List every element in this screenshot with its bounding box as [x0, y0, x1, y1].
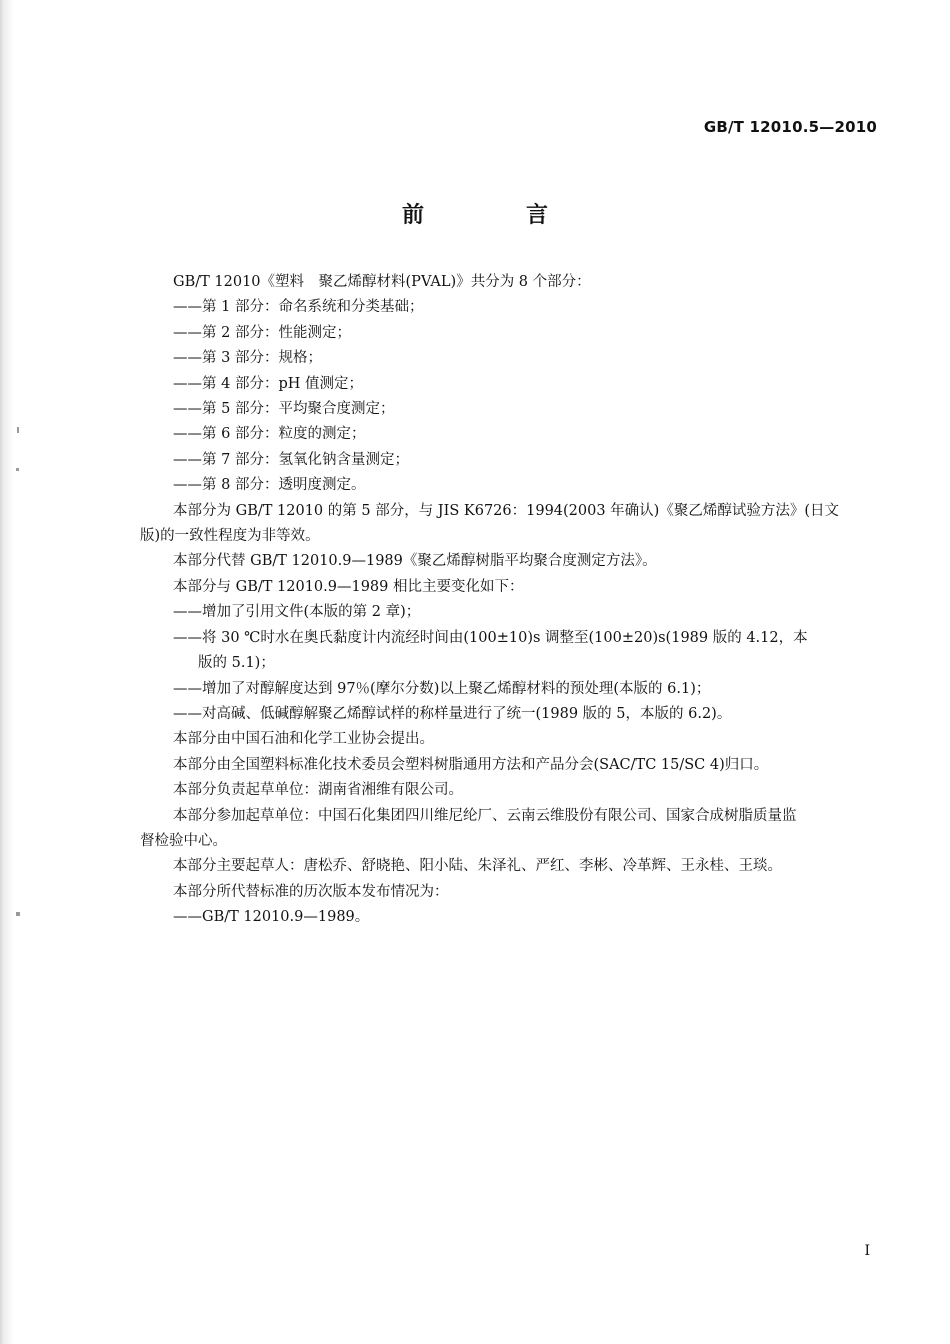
list-item-continuation: 版的 5.1)；: [198, 655, 275, 672]
list-item: ——第 6 部分：粒度的测定；: [173, 426, 366, 443]
list-item: ——增加了引用文件(本版的第 2 章)；: [173, 604, 421, 621]
paragraph: 本部分代替 GB/T 12010.9—1989《聚乙烯醇树脂平均聚合度测定方法》。: [173, 553, 657, 570]
paragraph: 本部分所代替标准的历次版本发布情况为：: [173, 883, 449, 900]
list-item: ——将 30 ℃时水在奥氏黏度计内流经时间由(100±10)s 调整至(100±20)s(1989 版的 4.12，本: [173, 629, 808, 646]
list-item: ——第 5 部分：平均聚合度测定；: [173, 401, 395, 418]
standard-code: GB/T 12010.5—2010: [703, 118, 877, 136]
paragraph: 本部分参加起草单位：中国石化集团四川维尼纶厂、云南云维股份有限公司、国家合成树脂质量监: [173, 807, 797, 824]
list-item: ——第 8 部分：透明度测定。: [173, 477, 366, 494]
paragraph: 本部分由全国塑料标准化技术委员会塑料树脂通用方法和产品分会(SAC/TC 15/SC 4)归口。: [173, 756, 769, 773]
list-item: ——第 3 部分：规格；: [173, 350, 322, 367]
list-item: ——对高碱、低碱醇解聚乙烯醇试样的称样量进行了统一(1989 版的 5，本版的 6.2)。: [173, 705, 732, 722]
paragraph: 本部分由中国石油和化学工业协会提出。: [173, 731, 434, 748]
scan-speck: [17, 427, 19, 433]
paragraph-continuation: 督检验中心。: [140, 832, 227, 849]
list-item: ——GB/T 12010.9—1989。: [173, 909, 370, 926]
foreword-body: [140, 270, 878, 931]
paragraph: 本部分负责起草单位：湖南省湘维有限公司。: [173, 782, 463, 799]
paragraph: GB/T 12010《塑料 聚乙烯醇材料(PVAL)》共分为 8 个部分：: [173, 274, 591, 290]
scan-speck: [16, 912, 20, 916]
list-item: ——第 4 部分：pH 值测定；: [173, 375, 363, 392]
scan-speck: [16, 468, 19, 471]
paragraph-continuation: 版)的一致性程度为非等效。: [140, 528, 320, 545]
list-item: ——第 2 部分：性能测定；: [173, 324, 351, 341]
paragraph: 本部分主要起草人：唐松乔、舒晓艳、阳小陆、朱泽礼、严红、李彬、冷革辉、王永桂、王琰。: [173, 858, 782, 875]
list-item: ——第 1 部分：命名系统和分类基础；: [173, 299, 424, 316]
paragraph: 本部分为 GB/T 12010 的第 5 部分，与 JIS K6726：1994(2003 年确认)《聚乙烯醇试验方法》(日文: [173, 502, 839, 519]
page-number: I: [864, 1243, 870, 1259]
list-item: ——增加了对醇解度达到 97％(摩尔分数)以上聚乙烯醇材料的预处理(本版的 6.1)；: [173, 680, 711, 697]
paragraph: 本部分与 GB/T 12010.9—1989 相比主要变化如下：: [173, 578, 524, 595]
page-title: 前 言: [401, 203, 588, 228]
list-item: ——第 7 部分：氢氧化钠含量测定；: [173, 451, 409, 468]
